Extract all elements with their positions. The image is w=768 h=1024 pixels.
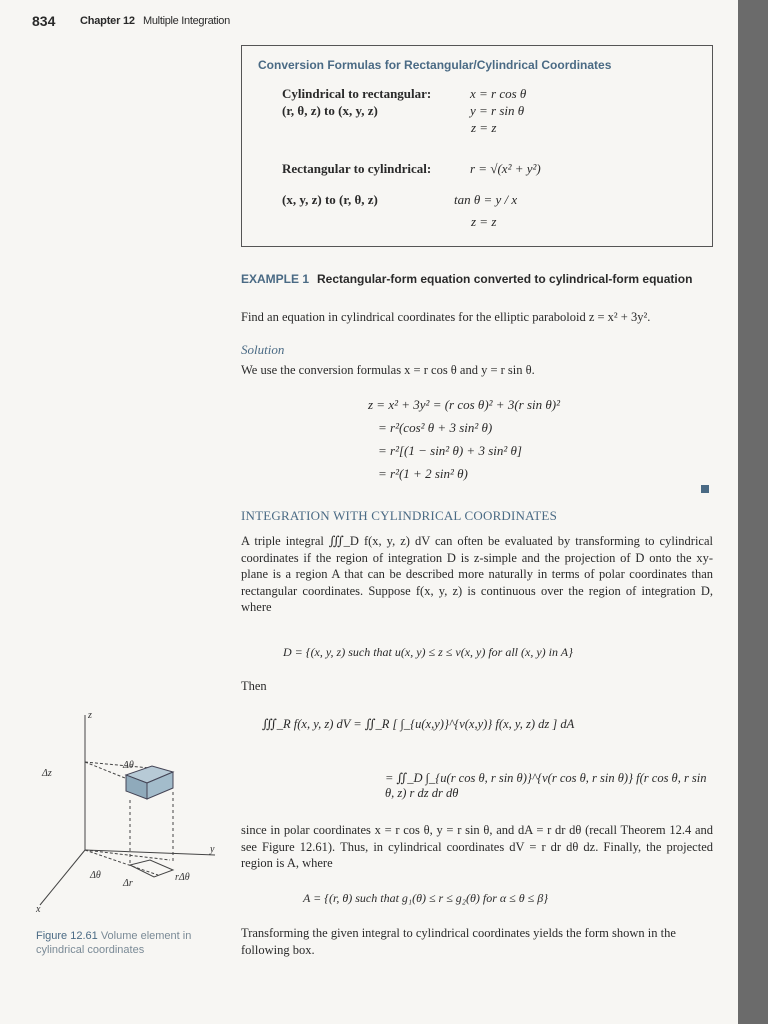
domain-definition: D = {(x, y, z) such that u(x, y) ≤ z ≤ v(x, y) for all (x, y) in A} (283, 645, 573, 659)
r-delta-theta-label: rΔθ (175, 872, 190, 883)
formula-z2: z = z (471, 214, 497, 229)
region-definition: A = {(r, θ) such that g₁(θ) ≤ r ≤ g₂(θ) for α ≤ θ ≤ β} (303, 891, 549, 905)
figure-caption (36, 929, 206, 957)
delta-theta-bottom-label: Δθ (90, 870, 101, 881)
cyl-to-rect-sub: (r, θ, z) to (x, y, z) (282, 103, 378, 118)
end-of-example-mark (701, 485, 709, 493)
y-axis (85, 850, 215, 855)
delta-r-label: Δr (123, 878, 133, 889)
solution-step-4: = r²(1 + 2 sin² θ) (378, 466, 468, 481)
section-paragraph-3: Transforming the given integral to cylindrical coordinates yields the form shown in the following box. (241, 926, 676, 957)
figure-caption-text: Volume element in cylindrical coordinates (36, 930, 192, 956)
section-paragraph-1: A triple integral ∭_D f(x, y, z) dV can often be evaluated by transforming to cylindrical coordinates if the region of integration D is z-simple and the projection of D onto the xy-plane is a region A that can be described more naturally in terms of polar coordinates than rectangular coordinates. Suppose f(x, y, z) is continuous over the region of integration D, where (241, 534, 713, 614)
solution-step-3: = r²[(1 − sin² θ) + 3 sin² θ] (378, 443, 522, 458)
solution-step-2: = r²(cos² θ + 3 sin² θ) (378, 420, 493, 435)
cyl-to-rect-label: Cylindrical to rectangular: (282, 86, 432, 101)
example-problem: Find an equation in cylindrical coordinates for the elliptic paraboloid z = x² + 3y². (241, 310, 651, 324)
then-label: Then (241, 679, 267, 693)
integral-equation-1: ∭_R f(x, y, z) dV = ∬_R [ ∫_{u(x,y)}^{v(x,y)} f(x, y, z) dz ] dA (262, 717, 575, 731)
rect-to-cyl-label: Rectangular to cylindrical: (282, 161, 432, 176)
z-label: z (88, 710, 92, 721)
page-number: 834 (32, 13, 56, 29)
integral-equation-2: = ∬_D ∫_{u(r cos θ, r sin θ)}^{v(r cos θ, r sin θ)} f(r cos θ, r sin θ, z) r dz dr dθ (385, 771, 707, 800)
rect-to-cyl-sub: (x, y, z) to (r, θ, z) (282, 192, 378, 207)
box-title: Conversion Formulas for Rectangular/Cylindrical Coordinates (258, 58, 612, 72)
delta-z-label: Δz (42, 768, 52, 779)
formula-tan: tan θ = y / x (454, 192, 518, 207)
volume-element-figure (30, 700, 240, 920)
section-paragraph-2: since in polar coordinates x = r cos θ, y = r sin θ, and dA = r dr dθ (recall Theorem 12.4 and see Figure 12.61). Thus, in cylindrical coordinates dV = r dr dθ dz. Finally, the projected region is A, where (241, 823, 713, 870)
conversion-formulas-box (241, 45, 713, 247)
formula-r: r = √(x² + y²) (470, 161, 541, 176)
figure-number: Figure 12.61 (36, 930, 98, 942)
top-radial-line-2 (85, 762, 150, 768)
chapter-title: Multiple Integration (143, 15, 230, 27)
x-axis (40, 850, 85, 905)
solution-step-1: z = x² + 3y² = (r cos θ)² + 3(r sin θ)² (368, 397, 560, 412)
example-heading (241, 271, 701, 288)
base-wedge (130, 860, 173, 877)
y-label: y (210, 844, 215, 855)
x-label: x (36, 904, 41, 915)
example-title: Rectangular-form equation converted to cylindrical-form equation (317, 272, 693, 286)
solution-text: We use the conversion formulas x = r cos θ and y = r sin θ. (241, 363, 535, 377)
section-heading: INTEGRATION WITH CYLINDRICAL COORDINATES (241, 508, 558, 523)
formula-y: y = r sin θ (470, 103, 525, 118)
formula-x: x = r cos θ (470, 86, 527, 101)
solution-label: Solution (241, 342, 285, 357)
formula-z: z = z (471, 120, 497, 135)
chapter-label: Chapter 12 (80, 15, 135, 27)
delta-theta-top-label: Δθ (123, 760, 134, 771)
example-label: EXAMPLE 1 (241, 272, 310, 286)
